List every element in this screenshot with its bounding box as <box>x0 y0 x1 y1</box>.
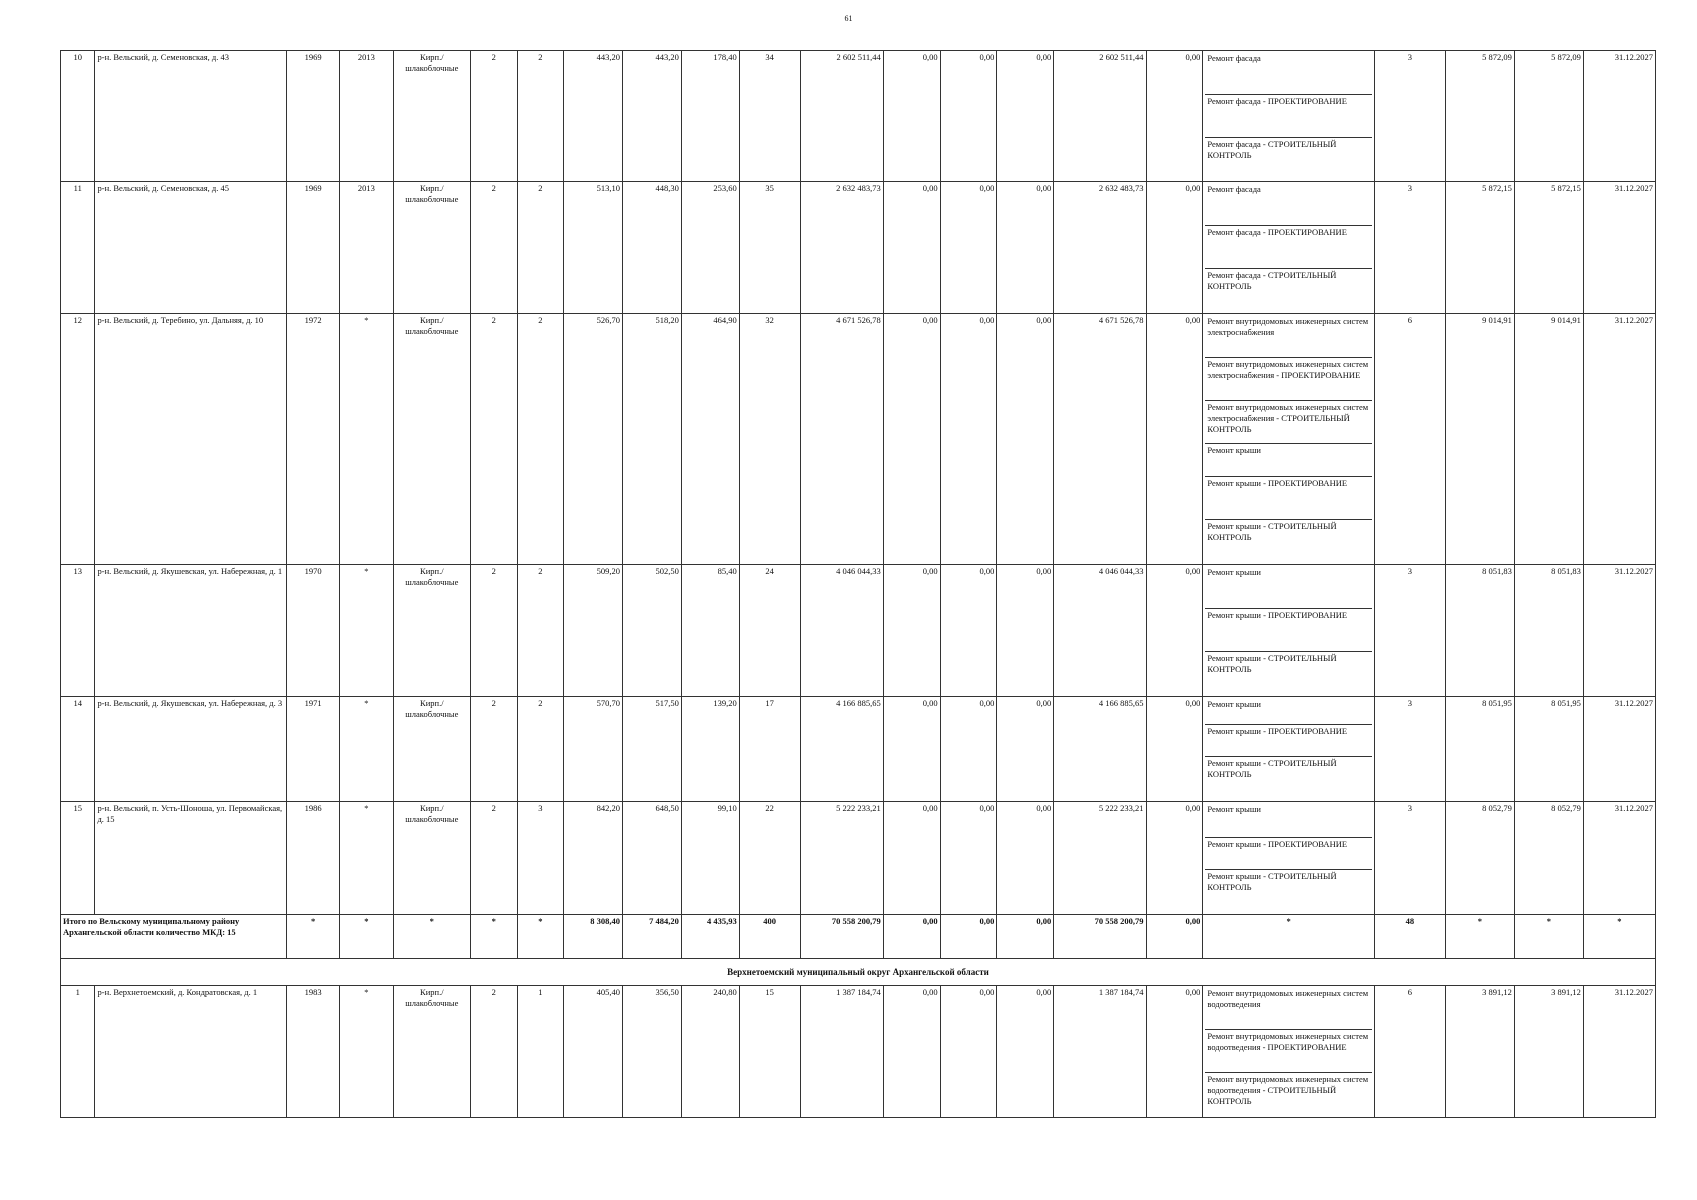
work-item: Ремонт крыши - СТРОИТЕЛЬНЫЙ КОНТРОЛЬ <box>1207 758 1337 779</box>
address-cell: р-н. Вельский, д. Якушевская, ул. Набережная, д. 1 <box>95 565 287 697</box>
total-label: Итого по Вельскому муниципальному району Архангельской области количество МКД: 15 <box>61 915 287 959</box>
address-cell: р-н. Вельский, д. Семеновская, д. 43 <box>95 51 287 182</box>
work-item: Ремонт внутридомовых инженерных систем электроснабжения <box>1205 315 1371 358</box>
address-cell: р-н. Верхнетоемский, д. Кондратовская, д. 1 <box>95 986 287 1118</box>
work-item: Ремонт крыши <box>1205 698 1371 725</box>
page-number: 61 <box>844 14 853 23</box>
work-item: Ремонт фасада - СТРОИТЕЛЬНЫЙ КОНТРОЛЬ <box>1207 139 1337 160</box>
work-item: Ремонт крыши - ПРОЕКТИРОВАНИЕ <box>1205 609 1371 652</box>
work-item: Ремонт крыши - СТРОИТЕЛЬНЫЙ КОНТРОЛЬ <box>1207 653 1337 674</box>
work-item: Ремонт внутридомовых инженерных систем электроснабжения - ПРОЕКТИРОВАНИЕ <box>1205 358 1371 401</box>
works-cell <box>1203 802 1374 915</box>
address-cell: р-н. Вельский, п. Усть-Шоноша, ул. Первомайская, д. 15 <box>95 802 287 915</box>
address-cell: р-н. Вельский, д. Якушевская, ул. Набережная, д. 3 <box>95 697 287 802</box>
work-item: Ремонт крыши <box>1205 566 1371 609</box>
district-title: Верхнетоемский муниципальный округ Архангельской области <box>61 959 1656 986</box>
table-row: 13 р-н. Вельский, д. Якушевская, ул. Набережная, д. 1 1970 * Кирп./ шлакоблочные 2 2 509,20 502,50 85,40 24 4 046 044,33 0,00 0,00 0,00 4 046 044,33 0,00 Ремонт крыши Ремонт крыши - ПРОЕКТИРОВАНИЕ Ремонт крыши - СТРОИТЕЛЬНЫЙ КОНТРОЛЬ 3 8 051,83 8 051,83 31.12.2027 <box>61 565 1656 697</box>
work-item: Ремонт фасада <box>1205 183 1371 226</box>
table-row: 1 р-н. Верхнетоемский, д. Кондратовская, д. 1 1983 * Кирп./ шлакоблочные 2 1 405,40 356,50 240,80 15 1 387 184,74 0,00 0,00 0,00 1 387 184,74 0,00 Ремонт внутридомовых инженерных систем водоотведения Ремонт внутридомовых инженерных систем водоотведения - ПРОЕКТИРОВАНИЕ Ремонт внутридомовых инженерных систем водоотведения - СТРОИТЕЛЬНЫЙ КОНТРОЛЬ 6 3 891,12 3 891,12 31.12.2027 <box>61 986 1656 1118</box>
work-item: Ремонт фасада - ПРОЕКТИРОВАНИЕ <box>1205 226 1371 269</box>
work-item: Ремонт крыши <box>1205 803 1371 838</box>
works-cell <box>1203 986 1374 1118</box>
table-row: 14 р-н. Вельский, д. Якушевская, ул. Набережная, д. 3 1971 * Кирп./ шлакоблочные 2 2 570,70 517,50 139,20 17 4 166 885,65 0,00 0,00 0,00 4 166 885,65 0,00 Ремонт крыши Ремонт крыши - ПРОЕКТИРОВАНИЕ Ремонт крыши - СТРОИТЕЛЬНЫЙ КОНТРОЛЬ 3 8 051,95 8 051,95 31.12.2027 <box>61 697 1656 802</box>
work-item: Ремонт внутридомовых инженерных систем водоотведения - СТРОИТЕЛЬНЫЙ КОНТРОЛЬ <box>1207 1074 1369 1106</box>
works-cell <box>1203 182 1374 314</box>
district-header-row <box>61 959 1656 986</box>
work-item: Ремонт крыши - ПРОЕКТИРОВАНИЕ <box>1205 725 1371 757</box>
table-row: 10 р-н. Вельский, д. Семеновская, д. 43 1969 2013 Кирп./ шлакоблочные 2 2 443,20 443,20 178,40 34 2 602 511,44 0,00 0,00 0,00 2 602 511,44 0,00 Ремонт фасада Ремонт фасада - ПРОЕКТИРОВАНИЕ Ремонт фасада - СТРОИТЕЛЬНЫЙ КОНТРОЛЬ 3 5 872,09 5 872,09 31.12.2027 <box>61 51 1656 182</box>
work-item: Ремонт крыши - ПРОЕКТИРОВАНИЕ <box>1205 477 1371 520</box>
works-cell <box>1203 697 1374 802</box>
work-item: Ремонт фасада - СТРОИТЕЛЬНЫЙ КОНТРОЛЬ <box>1207 270 1337 291</box>
work-item: Ремонт фасада - ПРОЕКТИРОВАНИЕ <box>1205 95 1371 138</box>
work-item: Ремонт крыши - ПРОЕКТИРОВАНИЕ <box>1205 838 1371 870</box>
work-item: Ремонт крыши <box>1205 444 1371 477</box>
address-cell: р-н. Вельский, д. Семеновская, д. 45 <box>95 182 287 314</box>
work-item: Ремонт внутридомовых инженерных систем водоотведения - ПРОЕКТИРОВАНИЕ <box>1205 1030 1371 1073</box>
work-item: Ремонт крыши - СТРОИТЕЛЬНЫЙ КОНТРОЛЬ <box>1207 871 1337 892</box>
works-cell <box>1203 314 1374 565</box>
work-item: Ремонт внутридомовых инженерных систем водоотведения <box>1205 987 1371 1030</box>
table-row: 12 р-н. Вельский, д. Теребино, ул. Дальняя, д. 10 1972 * Кирп./ шлакоблочные 2 2 526,70 518,20 464,90 32 4 671 526,78 0,00 0,00 0,00 4 671 526,78 0,00 Ремонт внутридомовых инженерных систем электроснабжения Ремонт внутридомовых инженерных систем электроснабжения - ПРОЕКТИРОВАНИЕ Ремонт внутридомовых инженерных систем электроснабжения - СТРОИТЕЛЬНЫЙ КОНТРОЛЬ Ремонт крыши Ремонт крыши - ПРОЕКТИРОВАНИЕ Ремонт крыши - СТРОИТЕЛЬНЫЙ КОНТРОЛЬ 6 9 014,91 9 014,91 31.12.2027 <box>61 314 1656 565</box>
works-cell <box>1203 565 1374 697</box>
works-cell <box>1203 51 1374 182</box>
address-cell: р-н. Вельский, д. Теребино, ул. Дальняя, д. 10 <box>95 314 287 565</box>
work-item: Ремонт фасада <box>1205 52 1371 95</box>
table-row: 11 р-н. Вельский, д. Семеновская, д. 45 1969 2013 Кирп./ шлакоблочные 2 2 513,10 448,30 253,60 35 2 632 483,73 0,00 0,00 0,00 2 632 483,73 0,00 Ремонт фасада Ремонт фасада - ПРОЕКТИРОВАНИЕ Ремонт фасада - СТРОИТЕЛЬНЫЙ КОНТРОЛЬ 3 5 872,15 5 872,15 31.12.2027 <box>61 182 1656 314</box>
repair-register-table <box>60 50 1656 1118</box>
table-row: 15 р-н. Вельский, п. Усть-Шоноша, ул. Первомайская, д. 15 1986 * Кирп./ шлакоблочные 2 3 842,20 648,50 99,10 22 5 222 233,21 0,00 0,00 0,00 5 222 233,21 0,00 Ремонт крыши Ремонт крыши - ПРОЕКТИРОВАНИЕ Ремонт крыши - СТРОИТЕЛЬНЫЙ КОНТРОЛЬ 3 8 052,79 8 052,79 31.12.2027 <box>61 802 1656 915</box>
work-item: Ремонт внутридомовых инженерных систем электроснабжения - СТРОИТЕЛЬНЫЙ КОНТРОЛЬ <box>1205 401 1371 444</box>
work-item: Ремонт крыши - СТРОИТЕЛЬНЫЙ КОНТРОЛЬ <box>1207 521 1337 542</box>
total-row: Итого по Вельскому муниципальному району Архангельской области количество МКД: 15 * * * * * 8 308,40 7 484,20 4 435,93 400 70 558 200,79 0,00 0,00 0,00 70 558 200,79 0,00 * 48 * * * <box>61 915 1656 959</box>
